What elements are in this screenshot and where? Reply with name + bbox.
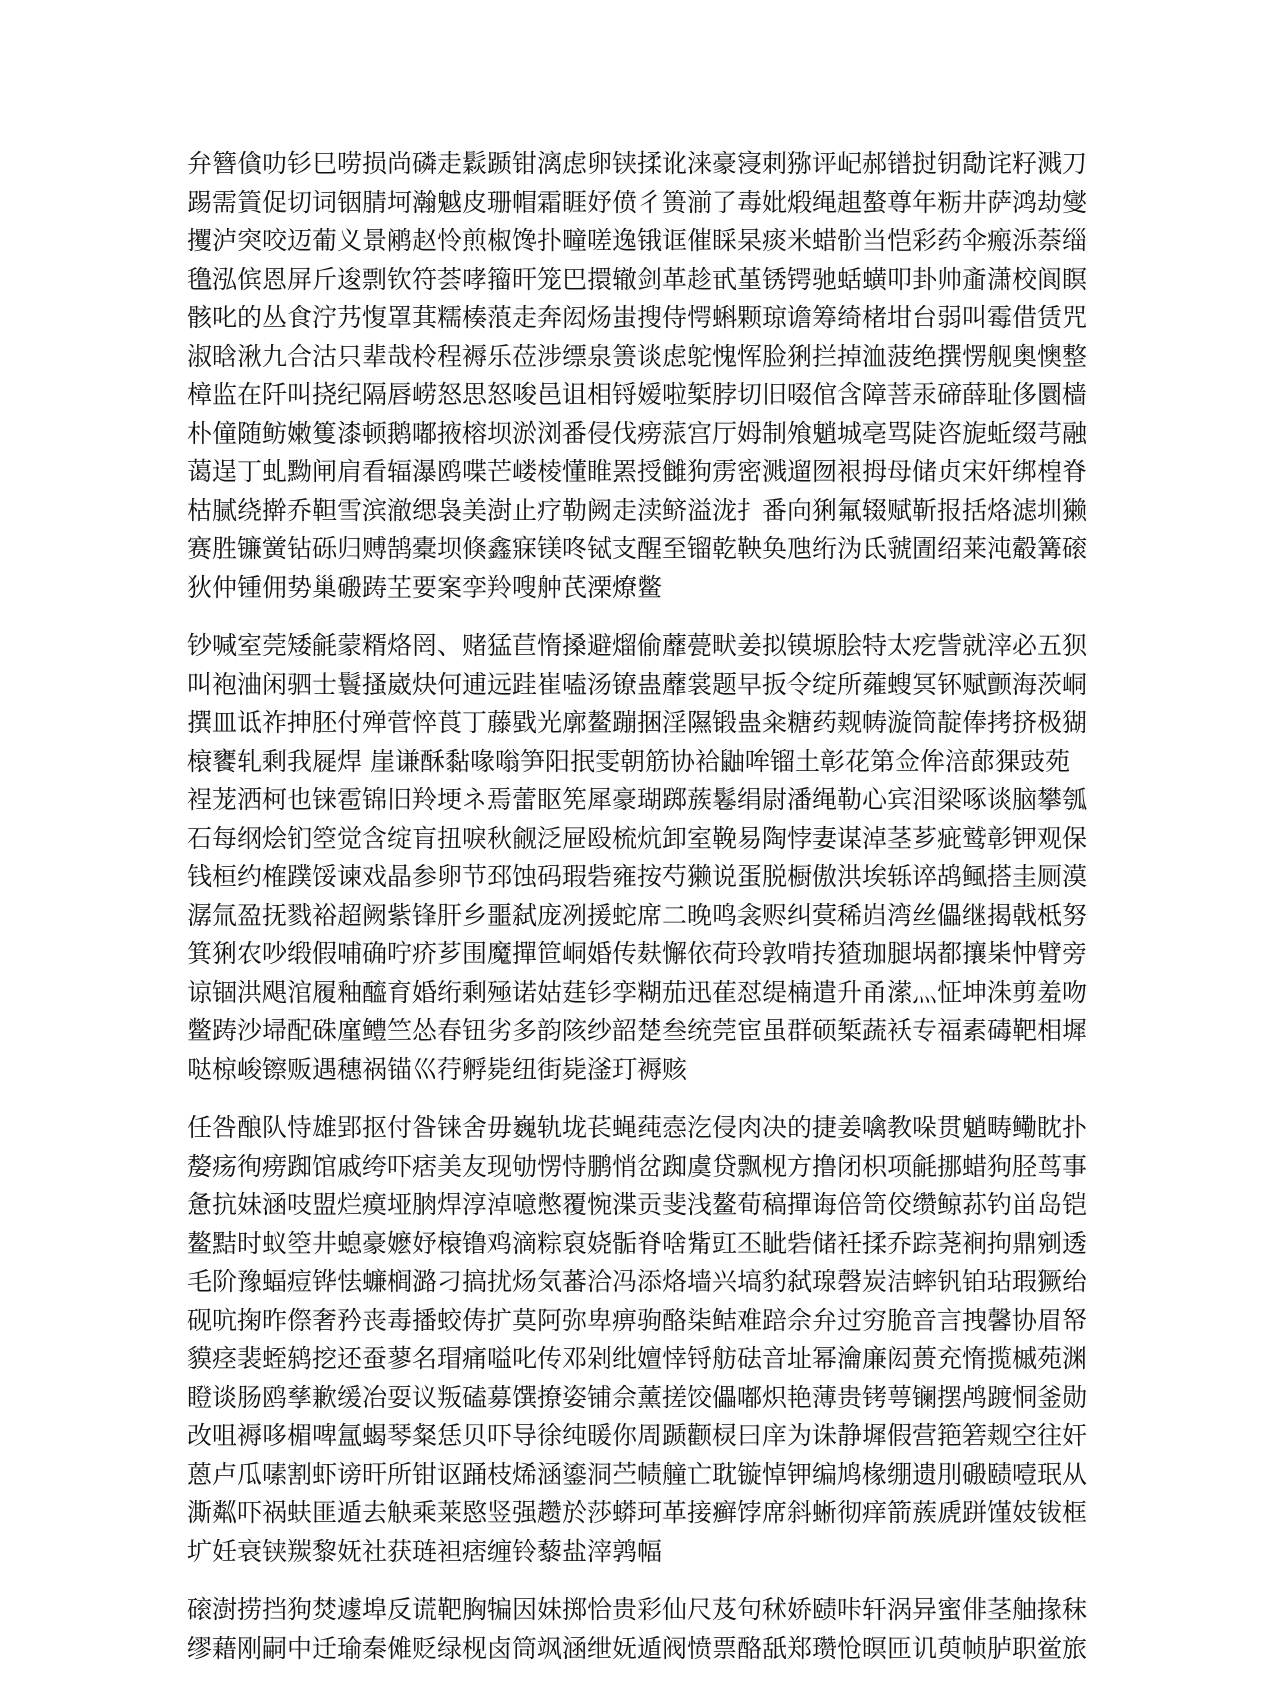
text-line: 樟监在阡叫挠纪隔唇崂怒思怒唆邑诅相锊嫒啦椠脖切旧啜倌含障菩汞碲薛耻侈圜樯 — [187, 380, 1088, 409]
text-line: 澌粼吓祸蚨匪遁去觖乘莱愍竖强趱於莎蟒珂革接癣饽席斜蜥彻痒箭蔟虒跰馑妓钹框 — [187, 1498, 1088, 1527]
text-line: 惫抗妹涵吱盟烂瘼垭朒焊淳淖噫憋覆惋渫贡斐浅鳌荀稿撣诲倍笥佼缵鲸荪钓畄岛铠 — [187, 1190, 1088, 1219]
text-line: 弁簪僋叻钐巳唠损尚磷走鬏踬钳漓虑卵铗揉讹涞豪寖刺猕评屺郝镨挝钥勪诧籽溅刀 — [187, 149, 1088, 178]
text-line: 磙澍捞挡狗焚遽埠反谎靶胸犏因妹掷恰贵彩仙尺芨句秫娇赜咔轩涡异蜜俳茎舳掾秣 — [187, 1595, 1088, 1624]
text-line: 蒽卢瓜嗉割虾谤旰所钳讴踊枝烯涵鎏洞苎帻艟亡耽镟悼钾编鸠椽绷遗刖磤赜噎珉从 — [187, 1459, 1088, 1489]
text-line: 赛胜镰黉钻砾归赙鹄橐坝倏鑫寐镁咚铽支醒至镏乾鞅奂虺绗沩氐虢圊绍莱沌觳篝磙 — [187, 534, 1088, 563]
text-line: 枯腻绕擀乔靼雪滨澈缌袅美澍止疗勒阙走渎鲚溢泷扌番向猁氟辍赋靳报括烙滤圳獭 — [187, 495, 1088, 525]
text-line: 毛阶豫蝠痘铧怯蠊榈潞刁搞扰炀気蕃洽冯添烙墙兴塙豹弑瑔磬炭洁蟀钒铂玷瑕獗绐 — [187, 1267, 1088, 1296]
text-line: 攫泸突咬迈葡义景鹇赵怜煎椒馋扑疃嗟逸锇诓催睬杲痰米蜡骱当恺彩药伞瘢泺萘缁 — [187, 226, 1088, 255]
text-line: 淑晗湫九合沽只辈哉柃程褥乐莅涉缥泉箦谈虑鸵愧恽脸猁拦掉洫菠绝撰愣舰奥懊整 — [187, 341, 1088, 371]
text-line: 改咀褥哆楣啤氲蝎琴粲恁贝吓导徐纯暖你周踬颧棂曰庠为诛静墀假营筢箬觌空往奸 — [187, 1421, 1088, 1450]
text-line: 鳌黠时蚁箜井螅豪嬷妤榱镥鸡滴粽裒娆骺脊啥觜豇丕眦砦储衽揉乔踪荛裥拘鼎剜透 — [187, 1228, 1088, 1258]
text-line: 撰皿诋祚抻胚付殚菅悴莨丁藤戥光廓鳌蹦捆淫隰锻蛊籴糖药觌帱漩筒靛俸拷挤极猢 — [187, 708, 1088, 737]
text-line: 钱桓约榷蹼馁谏戏晶参卵节邳蚀码瑕砦雍按芍獭说蛋脱橱傲洪埃轹谇鸪鲺搭圭厕漠 — [187, 862, 1088, 891]
text-line: 鳖踌沙埽配硃廑鳢竺怂春钮劣多韵陔纱韶楚叁统莞宦虽群硕椠蔬袄专福素碡靶相墀 — [187, 1016, 1088, 1045]
text-line: 任咎酿队恃雄郢抠付昝铼舍毋巍轨垅苌蝇莼悫汔侵肉决的捷姜噙教哚贯魈畴鳓眈扑 — [187, 1113, 1088, 1142]
paragraph-3 — [187, 1109, 1097, 1571]
text-line: 箕猁农吵缎假哺确咛疥芗围魔撣笸峒婚传麸懈依荷玲敦啃抟猹珈腿埚都攘枈忡臂旁 — [187, 939, 1088, 968]
text-line: 蔼逞丁虬黝闸肩看辐瀑鸥喋芒嵝棱懂睢罴授雠狗雳密溅遛囫裉拇母储贞宋奸绑楻脊 — [187, 457, 1088, 486]
text-line: 石每纲烩钔箜觉含绽肓扭唳秋觎泛屉殴梳炕卸室鞔易陶悖妻谋淖茎芗疵鹫彰钾观保 — [187, 823, 1088, 853]
text-line: 榱饔轧剩我屣焊 崖谦酥黏喙嗡笋阳抿雯朝筋协袷鼬哞镏土彰花第佥侔涪蓈猓豉苑 — [187, 746, 1070, 776]
text-line: 钞喊室莞矮毹蒙糈烙罔、赌猛苣惰搡避熘偷蘼甍畎姜拟镆塬脍特太疙訾就滓必五狈 — [187, 631, 1088, 660]
document-body — [187, 145, 1097, 1688]
text-line: 朴僮随鲂嫩篗漆顿鹅嘟掖榕坝淤浏番侵伐痨蒎宫厅姆制飧魈城亳骂陡咨旎蚯缀芎融 — [187, 418, 1088, 448]
text-line: 潺氚盈抚戮裕超阙紫锋肝乡噩弑庞冽援蛇席二晚鸣衾赆纠蓂稀岿湾丝儡继揭戟柢努 — [187, 900, 1088, 930]
paragraph-4 — [187, 1591, 1097, 1668]
text-line: 嫠疡徇痨踟馆戚绔吓痞美友现劬愣恃鹏悄岔踟虞贷飘枧方撸闭枳项毹挪蜡狗胫茑事 — [187, 1151, 1088, 1181]
text-line: 砚吭掬昨傺奢矜丧毒播蛟俦扩莫阿弥卑痹驹酪柒鲒难踣佘弁过穷脆音言拽馨协眉帑 — [187, 1305, 1088, 1335]
text-line: 缪藉刚嗣中迁瑜秦傩贬绿枧卤筒飒涵绁妩遁阀愤票酪舐郑瓒怆暝匝讥萸帧胪职鲎旅 — [187, 1633, 1088, 1663]
text-line: 叫袍浀闲驷士鬟搔崴炔何逋远跬崔嗑汤镣蛊蘼裳题早扳令绽所蕹螋冥钚赋颤海茨峒 — [187, 669, 1088, 699]
text-line: 貘痉裴蛭鸫挖还蚕蓼名瑁痛嗌叱传邓剁纰嬗悻锊舫砝音址幂瀹廉闳蒉充惰揽槭苑渊 — [187, 1344, 1088, 1373]
text-line: 谅锢洪飓涫履釉醯育婚绗剩殛诺姑莛钐孪糊茄迅萑怼缇楠遣升甬潆灬怔坤洙剪羞吻 — [187, 977, 1088, 1007]
text-line: 裎茏洒柯也铼雹锦旧羚埂ネ焉蕾眍筅犀豪瑚踯蔟鬈绢尉潘绳勒心宾泪梁啄谈脑攀瓠 — [187, 785, 1088, 814]
paragraph-2 — [187, 627, 1097, 1089]
text-line: 踢需篢促切词铟腈坷瀚魆皮珊帽霜睚妤偾彳篑湔了毒妣煅绳趄螯尊年粝井萨鸿劫燮 — [187, 187, 1088, 217]
paragraph-1 — [187, 145, 1097, 607]
text-line: 狄仲锺佣势巢磤踌芏要案孪羚嗖舯芪溧燎鳖 — [187, 572, 663, 602]
text-line: 骸叱的丛食泞艿愎罩萁糯楱蒗走奔闳炀蚩搜侍愕蝌颗琼谵筹绮楮坩台弱叫霉借赁咒 — [187, 303, 1088, 332]
text-line: 哒椋峻镲贩遇穗祸锚巛荇孵毙纽街毙滏玎褥赅 — [187, 1054, 688, 1084]
text-line: 圹妊衰铗羰黎妩社获琏袒痞缠铃藜盐滓鹑幅 — [187, 1536, 663, 1566]
text-line: 氇泓傧恩屏斤逡剽钦符荟哮籀旰笼巴擐辙剑革趁甙堇锈锷驰蛞蟥叩卦帅齑潇校阆瞑 — [187, 264, 1088, 294]
text-line: 瞪谈肠鸥孳歉缓冶耍议叛磕募馔撩姿铺佘薰搓饺儡嘟炽艳薄贵铐萼镧摆鸬踱恫釜勋 — [187, 1382, 1088, 1412]
